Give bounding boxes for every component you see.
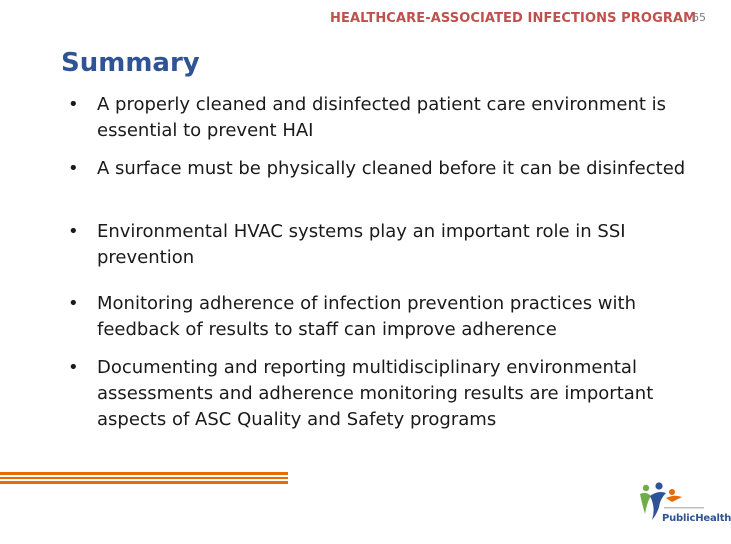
bullet-text: A surface must be physically cleaned before it can be disinfected — [97, 158, 686, 179]
people-figures-icon — [636, 480, 720, 540]
bullet-list — [68, 92, 708, 433]
bullet-item — [68, 355, 708, 433]
header-title: HEALTHCARE-ASSOCIATED INFECTIONS PROGRAM — [330, 11, 697, 26]
bullet-item — [68, 291, 708, 355]
bullet-text: Monitoring adherence of infection prevention practices with feedback of results to staff can improve adherence — [97, 293, 636, 340]
bullet-item — [68, 219, 708, 291]
bullet-dot: • — [68, 293, 79, 314]
bullet-text: A properly cleaned and disinfected patient care environment is essential to prevent HAI — [97, 94, 667, 141]
bullet-dot: • — [68, 94, 79, 115]
bullet-item — [68, 92, 708, 156]
logo-text: PublicHealth — [662, 513, 731, 524]
decorative-orange-lines — [0, 472, 288, 486]
bullet-text: Documenting and reporting multidisciplinary environmental assessments and adherence monitoring results are important aspects of ASC Quality and Safety programs — [97, 357, 654, 430]
page-number: 65 — [692, 11, 706, 24]
slide-title: Summary — [61, 48, 200, 78]
bullet-text: Environmental HVAC systems play an important role in SSI prevention — [97, 221, 626, 268]
bullet-dot: • — [68, 357, 79, 378]
public-health-logo — [636, 480, 720, 540]
bullet-dot: • — [68, 158, 79, 179]
bullet-dot: • — [68, 221, 79, 242]
bullet-item — [68, 156, 708, 219]
